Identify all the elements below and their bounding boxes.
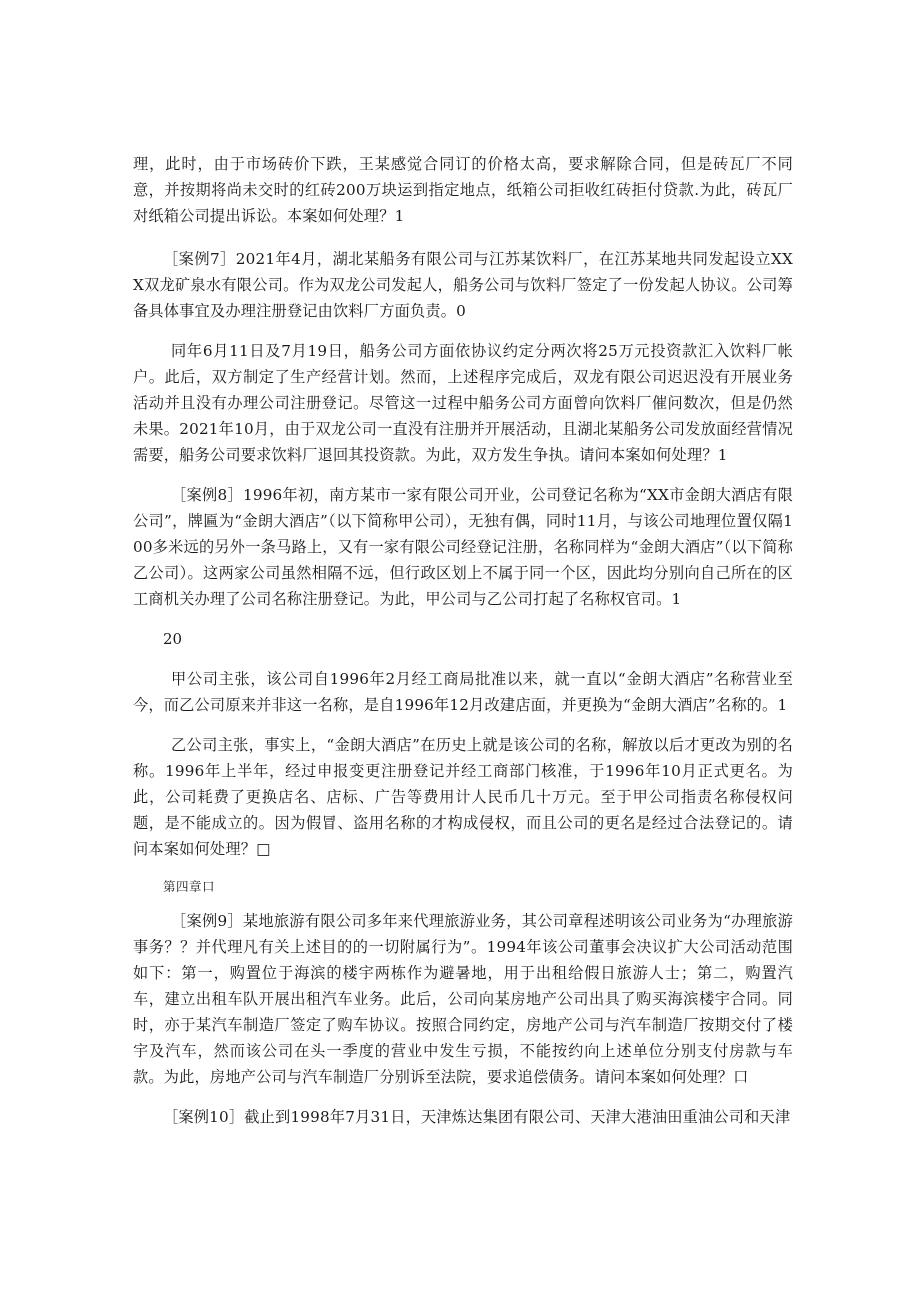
chapter-heading: 第四章口	[163, 879, 216, 894]
paragraph-case9: ［案例9］某地旅游有限公司多年来代理旅游业务，其公司章程述明该公司业务为“办理旅游事务？？并代理凡有关上述目的的一切附属行为”。1994年该公司董事会决议扩大公司活动范围如下：第一，购置位于海滨的楼宇两栋作为避暑地，用于出租给假日旅游人士；第二，购置汽车，建立出租车队开展出租汽车业务。此后，公司向某房地产公司出具了购买海滨楼宇合同。同时，亦于某汽车制造厂签定了购车协议。按照合同约定，房地产公司与汽车制造厂按期交付了楼宇及汽车，然而该公司在头一季度的营业中发生亏损，不能按约向上述单位分别支付房款与车款。为此，房地产公司与汽车制造厂分别诉至法院，要求追偿债务。请问本案如何处理？口	[133, 912, 793, 1086]
page-number: 20	[163, 630, 183, 648]
document-body	[133, 151, 793, 1144]
paragraph-case10: ［案例10］截止到1998年7月31日，天津炼达集团有限公司、天津大港油田重油公司和天津	[163, 1108, 791, 1126]
paragraph-case6-continuation: 理，此时，由于市场砖价下跌，王某感觉合同订的价格太高，要求解除合同，但是砖瓦厂不同意，并按期将尚未交时的红砖200万块运到指定地点，纸箱公司拒收红砖拒付贷款.为此，砖瓦厂对纸箱公司提出诉讼。本案如何处理？1	[133, 155, 793, 225]
paragraph-case8-party-a: 甲公司主张，该公司自1996年2月经工商局批准以来，就一直以“金朗大酒店”名称营业至今，而乙公司原来并非这一名称，是自1996年12月改建店面，并更换为“金朗大酒店”名称的。1	[133, 670, 793, 714]
paragraph-case7: ［案例7］2021年4月，湖北某船务有限公司与江苏某饮料厂，在江苏某地共同发起设立XXX双龙矿泉水有限公司。作为双龙公司发起人，船务公司与饮料厂签定了一份发起人协议。公司筹备具体事宜及办理注册登记由饮料厂方面负责。0	[133, 250, 793, 320]
paragraph-case8: ［案例8］1996年初，南方某市一家有限公司开业，公司登记名称为“XX市金朗大酒店有限公司”，牌匾为“金朗大酒店”（以下简称甲公司），无独有偶，同时11月，与该公司地理位置仅隔100多米远的另外一条马路上，又有一家有限公司经登记注册，名称同样为“金朗大酒店”（以下简称乙公司）。这两家公司虽然相隔不远，但行政区划上不属于同一个区，因此均分别向自己所在的区工商机关办理了公司名称注册登记。为此，甲公司与乙公司打起了名称权官司。1	[133, 486, 793, 608]
paragraph-case8-party-b: 乙公司主张，事实上，“金朗大酒店”在历史上就是该公司的名称，解放以后才更改为别的名称。1996年上半年，经过申报变更注册登记并经工商部门核准，于1996年10月正式更名。为此，公司耗费了更换店名、店标、广告等费用计人民币几十万元。至于甲公司指责名称侵权问题，是不能成立的。因为假冒、盗用名称的才构成侵权，而且公司的更名是经过合法登记的。请问本案如何处理？□	[133, 736, 793, 858]
paragraph-case7-continued: 同年6月11日及7月19日，船务公司方面依协议约定分两次将25万元投资款汇入饮料厂帐户。此后，双方制定了生产经营计划。然而，上述程序完成后，双龙有限公司迟迟没有开展业务活动并且没有办理公司注册登记。尽管这一过程中船务公司方面曾向饮料厂催问数次，但是仍然未果。2021年10月，由于双龙公司一直没有注册并开展活动，且湖北某船务公司发放面经营情况需要，船务公司要求饮料厂退回其投资款。为此，双方发生争执。请问本案如何处理？1	[133, 342, 793, 464]
